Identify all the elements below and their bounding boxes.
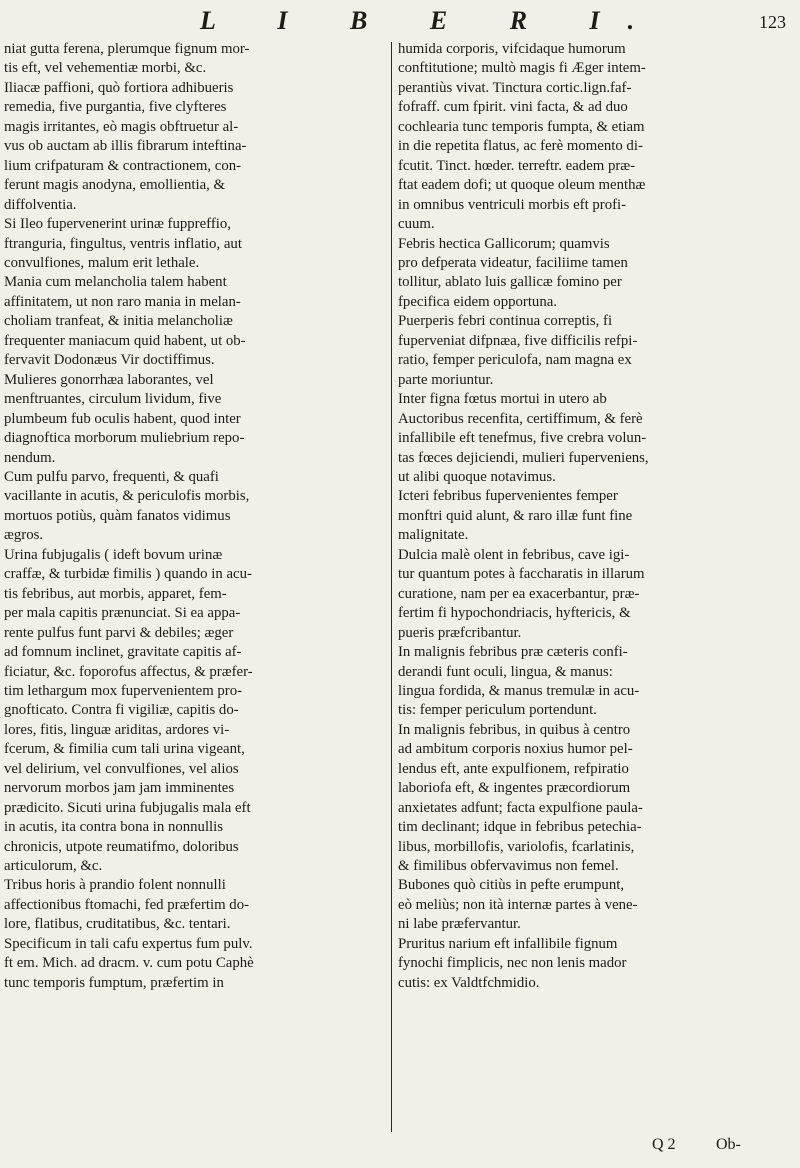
text-line: ftat eadem dofi; ut quoque oleum menthæ [398, 177, 646, 194]
text-line: affectionibus ftomachi, fed præfertim do- [4, 896, 250, 913]
text-line: monftri quid alunt, & raro illæ funt fine [398, 507, 633, 524]
text-line: Iliacæ paffioni, quò fortiora adhibueris [4, 79, 234, 96]
text-line: Dulcia malè olent in febribus, cave igi- [398, 546, 630, 563]
text-line: tollitur, ablato luis gallicæ fomino per [398, 274, 622, 291]
text-line: ficiatur, &c. foporofus affectus, & præfer- [4, 663, 253, 680]
text-line: vacillante in acutis, & periculofis morbis, [4, 488, 250, 505]
text-line: Pruritus narium eft infallibile fignum [398, 935, 618, 952]
text-line: rente pulfus funt parvi & debiles; æger [4, 624, 234, 641]
text-line: diagnoftica morborum muliebrium repo- [4, 430, 245, 447]
text-line: vus ob auctam ab illis fibrarum inteftina- [4, 138, 247, 155]
text-line: diffolventia. [4, 196, 77, 213]
text-line: conftitutione; multò magis fi Æger intem- [398, 60, 646, 77]
signature-mark: Q 2 [652, 1136, 676, 1153]
left-column [4, 40, 386, 993]
text-line: tim declinant; idque in febribus petechia- [398, 819, 642, 836]
text-line: Mulieres gonorrhæa laborantes, vel [4, 371, 214, 388]
text-line: lendus eft, ante expulfionem, refpiratio [398, 760, 629, 777]
text-line: cuum. [398, 216, 435, 233]
text-line: In malignis febribus, in quibus à centro [398, 721, 631, 738]
text-line: eò meliùs; non ità internæ partes à vene- [398, 896, 638, 913]
text-line: derandi funt oculi, lingua, & manus: [398, 663, 613, 680]
text-line: tim lethargum mox fupervenientem pro- [4, 682, 243, 699]
text-line: ftranguria, fingultus, ventris inflatio, aut [4, 235, 242, 252]
text-line: tis: femper periculum portendunt. [398, 702, 597, 719]
text-line: fervavit Dodonæus Vir doctiffimus. [4, 352, 215, 369]
text-line: convulfiones, malum erit lethale. [4, 254, 200, 271]
text-line: frequenter maniacum quid habent, ut ob- [4, 332, 246, 349]
text-line: ut alibi quoque notavimus. [398, 468, 556, 485]
text-line: fpecifica eidem opportuna. [398, 293, 557, 310]
text-line: malignitate. [398, 527, 469, 544]
right-column [398, 40, 792, 993]
text-line: tur quantum potes à faccharatis in illarum [398, 566, 645, 583]
text-line: parte moriuntur. [398, 371, 494, 388]
text-line: fcerum, & fimilia cum tali urina vigeant, [4, 741, 245, 758]
text-line: per mala capitis prænunciat. Si ea appa- [4, 605, 241, 622]
text-line: in acutis, ita contra bona in nonnullis [4, 819, 224, 836]
catchword: Ob- [716, 1136, 741, 1153]
text-line: ratio, femper periculofa, nam magna ex [398, 352, 632, 369]
text-line: fofraff. cum fpirit. vini facta, & ad duo [398, 99, 628, 116]
text-line: nendum. [4, 449, 56, 466]
page-number: 123 [759, 12, 786, 32]
text-line: Auctoribus recenfita, certiffimum, & ferè [398, 410, 643, 427]
text-line: fertim fi hypochondriacis, hyftericis, & [398, 605, 631, 622]
text-line: fcutit. Tinct. hœder. terreftr. eadem præ- [398, 157, 636, 174]
text-line: lore, flatibus, cruditatibus, &c. tentari. [4, 916, 231, 933]
text-line: Bubones quò citiùs in pefte erumpunt, [398, 877, 625, 894]
text-line: lium crifpaturam & contractionem, con- [4, 157, 242, 174]
column-divider [391, 42, 392, 1132]
text-line: & fimilibus obfervavimus non femel. [398, 858, 619, 875]
text-line: lores, fitis, linguæ ariditas, ardores vi- [4, 721, 230, 738]
text-line: in die repetita flatus, ac ferè momento di- [398, 138, 643, 155]
text-line: ad ambitum corporis noxius humor pel- [398, 741, 633, 758]
text-line: Urina fubjugalis ( ideft bovum urinæ [4, 546, 223, 563]
text-line: articulorum, &c. [4, 858, 103, 875]
text-line: nervorum morbos jam jam imminentes [4, 780, 235, 797]
text-line: curatione, nam per ea exacerbantur, præ- [398, 585, 640, 602]
text-line: Mania cum melancholia talem habent [4, 274, 227, 291]
text-line: ferunt magis anodyna, emollientia, & [4, 177, 226, 194]
text-line: ft em. Mich. ad dracm. v. cum potu Caphè [4, 955, 254, 972]
text-line: remedia, five purgantia, five clyfteres [4, 99, 227, 116]
running-title: L I B E R I. [200, 6, 663, 35]
text-line: in omnibus ventriculi morbis eft profi- [398, 196, 627, 213]
text-line: tas fœces dejiciendi, mulieri fuperveniens, [398, 449, 649, 466]
text-line: affinitatem, ut non raro mania in melan- [4, 293, 241, 310]
text-line: ni labe præfervantur. [398, 916, 521, 933]
text-line: laboriofa eft, & ingentes præcordiorum [398, 780, 631, 797]
text-line: humida corporis, vifcidaque humorum [398, 41, 626, 57]
text-line: Inter figna fœtus mortui in utero ab [398, 391, 607, 408]
text-line: fuperveniat difpnæa, five difficilis refpi- [398, 332, 638, 349]
text-line: tunc temporis fumptum, præfertim in [4, 974, 224, 991]
text-line: libus, morbillofis, variolofis, fcarlatinis, [398, 838, 635, 855]
text-line: Si Ileo fupervenerint urinæ fuppreffio, [4, 216, 231, 233]
text-line: magis irritantes, eò magis obftruetur al- [4, 118, 239, 135]
text-line: cutis: ex Valdtfchmidio. [398, 974, 540, 991]
text-line: pro defperata videatur, faciliime tamen [398, 254, 628, 271]
text-line: Specificum in tali cafu expertus fum pulv. [4, 935, 253, 952]
text-line: menftruantes, circulum lividum, five [4, 391, 222, 408]
text-line: pueris præfcribantur. [398, 624, 522, 641]
text-line: gnofticato. Contra fi vigiliæ, capitis do- [4, 702, 239, 719]
text-line: Febris hectica Gallicorum; quamvis [398, 235, 610, 252]
text-line: vel delirium, vel convulfiones, vel alios [4, 760, 239, 777]
text-line: perantiùs vivat. Tinctura cortic.lign.faf- [398, 79, 632, 96]
running-header [0, 6, 800, 40]
text-line: mortuos potiùs, quàm fanatos vidimus [4, 507, 231, 524]
text-line: lingua fordida, & manus tremulæ in acu- [398, 682, 640, 699]
page-footer [0, 1136, 800, 1164]
text-line: Tribus horis à prandio folent nonnulli [4, 877, 226, 894]
text-line: infallibile eft tenefmus, five crebra volun- [398, 430, 647, 447]
text-line: tis eft, vel vehementiæ morbi, &c. [4, 60, 207, 77]
text-line: ægros. [4, 527, 44, 544]
text-line: In malignis febribus præ cæteris confi- [398, 644, 628, 661]
text-line: anxietates adfunt; facta expulfione paula- [398, 799, 643, 816]
text-line: ad fomnum inclinet, gravitate capitis af- [4, 644, 242, 661]
text-line: Cum pulfu parvo, frequenti, & quafi [4, 468, 219, 485]
text-line: tis febribus, aut morbis, apparet, fem- [4, 585, 227, 602]
text-line: Icteri febribus fupervenientes femper [398, 488, 618, 505]
text-line: fynochi fimplicis, nec non lenis mador [398, 955, 627, 972]
text-line: craffæ, & turbidæ fimilis ) quando in acu- [4, 566, 252, 583]
text-line: choliam tranfeat, & initia melancholiæ [4, 313, 233, 330]
text-line: prædicito. Sicuti urina fubjugalis mala eft [4, 799, 251, 816]
text-line: cochlearia tunc temporis fumpta, & etiam [398, 118, 645, 135]
text-line: niat gutta ferena, plerumque fignum mor- [4, 41, 250, 57]
text-line: Puerperis febri continua correptis, fi [398, 313, 613, 330]
text-line: plumbeum fub oculis habent, quod inter [4, 410, 241, 427]
text-line: chronicis, utpote reumatifmo, doloribus [4, 838, 239, 855]
